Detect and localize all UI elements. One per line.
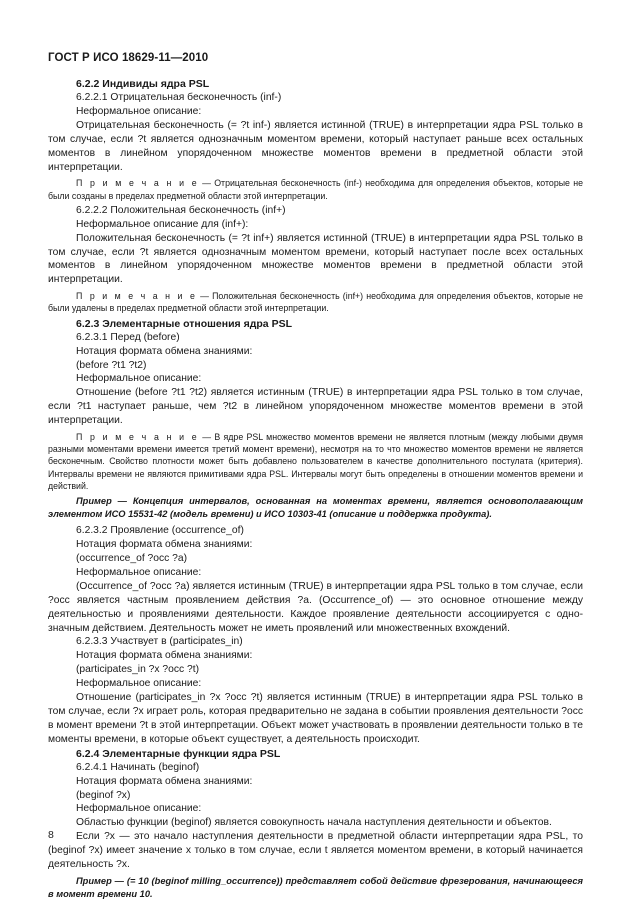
paragraph: (Occurrence_of ?occ ?a) является истинным (TRUE) в интерпретации ядра PSL только в том случае, если ?occ является частным проявлением действия ?a. (Occurrence_of) — это основное отношение между деятельностью и проявлениями деятельности. Каждое проявление деятельности ассоциируется с одно-значным действием. Деятельность может не иметь проявлений или множественных вхождений.: [48, 580, 583, 634]
paragraph: Неформальное описание:: [76, 566, 202, 578]
paragraph: Нотация формата обмена знаниями:: [76, 650, 253, 662]
section-heading: 6.2.4 Элементарные функции ядра PSL: [76, 747, 281, 760]
paragraph: Неформальное описание:: [76, 803, 202, 815]
paragraph: 6.2.3.2 Проявление (occurrence_of): [76, 525, 244, 537]
example: Пример — Концепция интервалов, основанная на моментах времени, является основополагающим элементом ИСО 15531-42 (модель времени) и ИСО 10303-41 (описание и поддержка продукта).: [48, 496, 583, 519]
paragraph: 6.2.2.1 Отрицательная бесконечность (inf-): [76, 92, 282, 103]
paragraph: (participates_in ?x ?occ ?t): [76, 664, 200, 676]
paragraph: Нотация формата обмена знаниями:: [76, 345, 253, 357]
paragraph: Нотация формата обмена знаниями:: [76, 539, 253, 551]
paragraph: 6.2.3.3 Участвует в (participates_in): [76, 636, 243, 648]
page-number: 8: [48, 829, 54, 841]
paragraph: Неформальное описание:: [76, 678, 202, 690]
paragraph: Отношение (before ?t1 ?t2) является истинным (TRUE) в интерпретации ядра PSL только в том случае, если ?t1 наступает раньше, чем ?t2 в линейном упорядоченном множестве моментов времени в этой интерпретации.: [48, 387, 583, 427]
note-text: — Отрицательная бесконечность (inf-) необходима для определения объектов, которые не были созданы в пределах предметной области этой интерпретации.: [48, 178, 583, 201]
paragraph: Неформальное описание:: [76, 373, 202, 385]
paragraph: 6.2.4.1 Начинать (beginof): [76, 761, 200, 773]
paragraph: 6.2.2.2 Положительная бесконечность (inf+): [76, 204, 286, 216]
paragraph: Если ?x — это начало наступления деятельности в предметной области интерпретации ядра PSL, то (beginof ?x) имеет значение x только в том случае, если t является моментом времени, в который начинается деятельность ?x.: [48, 831, 583, 871]
paragraph: (occurrence_of ?occ ?a): [76, 553, 188, 565]
note-label: П р и м е ч а н и е: [76, 291, 198, 302]
paragraph: (beginof ?x): [76, 789, 131, 801]
note: [48, 290, 583, 314]
note: [48, 177, 583, 201]
section-heading: 6.2.3 Элементарные отношения ядра PSL: [76, 317, 292, 330]
example: Пример — (= 10 (beginof milling_occurrence)) представляет собой действие фрезерования, начинающееся в момент времени 10.: [48, 875, 583, 899]
note-text: — В ядре PSL множество моментов времени не является плотным (между любыми двумя разными моментами времени имеется третий момент времени), несмотря на то что множество моментов времени не является бесконечным. Свойство плотности может быть добавлено пользователем в качестве дополнительного постулата (критерия). Интервалы времени не являются примитивами ядра PSL. Интервалы могут быть определены в отношении моментов времени и действий.: [48, 432, 583, 491]
note-label: П р и м е ч а н и е: [76, 432, 199, 443]
paragraph: Неформальное описание:: [76, 105, 202, 117]
paragraph: Нотация формата обмена знаниями:: [76, 775, 253, 787]
note: [48, 431, 583, 492]
section-heading: 6.2.2 Индивиды ядра PSL: [76, 78, 210, 90]
paragraph: (before ?t1 ?t2): [76, 359, 147, 371]
paragraph: 6.2.3.1 Перед (before): [76, 331, 180, 343]
note-label: П р и м е ч а н и е: [76, 178, 199, 189]
paragraph: Отрицательная бесконечность (= ?t inf-) является истинной (TRUE) в интерпретации ядра PSL только в том случае, если ?t является однозначным моментом времени, который наступает раньше всех остальных моментов в линейном упорядоченном множестве моментов времени в предметной области этой интерпретации.: [48, 119, 583, 173]
paragraph: Положительная бесконечность (= ?t inf+) является истинной (TRUE) в интерпретации ядра PSL только в том случае, если ?t является однозначным моментом времени, который наступает после всех остальных моментов в линейном упорядоченном множестве моментов времени в предметной области этой интерпретации.: [48, 232, 583, 286]
paragraph: Отношение (participates_in ?x ?occ ?t) является истинным (TRUE) в интерпретации ядра PSL только в том случае, если ?x играет роль, которая предварительно не задана в событии проявления деятельности ?occ в момент времени ?t в этой интерпретации. Объект может участвовать в проявлении деятельности только в те моменты времени, в которые объект существует, а деятельность происходит.: [48, 692, 583, 745]
document-body: [48, 77, 583, 904]
note-text: — Положительная бесконечность (inf+) необходима для определения объектов, которые не были удалены в пределах предметной области этой интерпретации.: [48, 291, 583, 314]
paragraph: Областью функции (beginof) является совокупность начала наступления деятельности и объектов.: [76, 817, 552, 829]
document-header: ГОСТ Р ИСО 18629-11—2010: [48, 52, 209, 64]
paragraph: Неформальное описание для (inf+):: [76, 218, 249, 230]
